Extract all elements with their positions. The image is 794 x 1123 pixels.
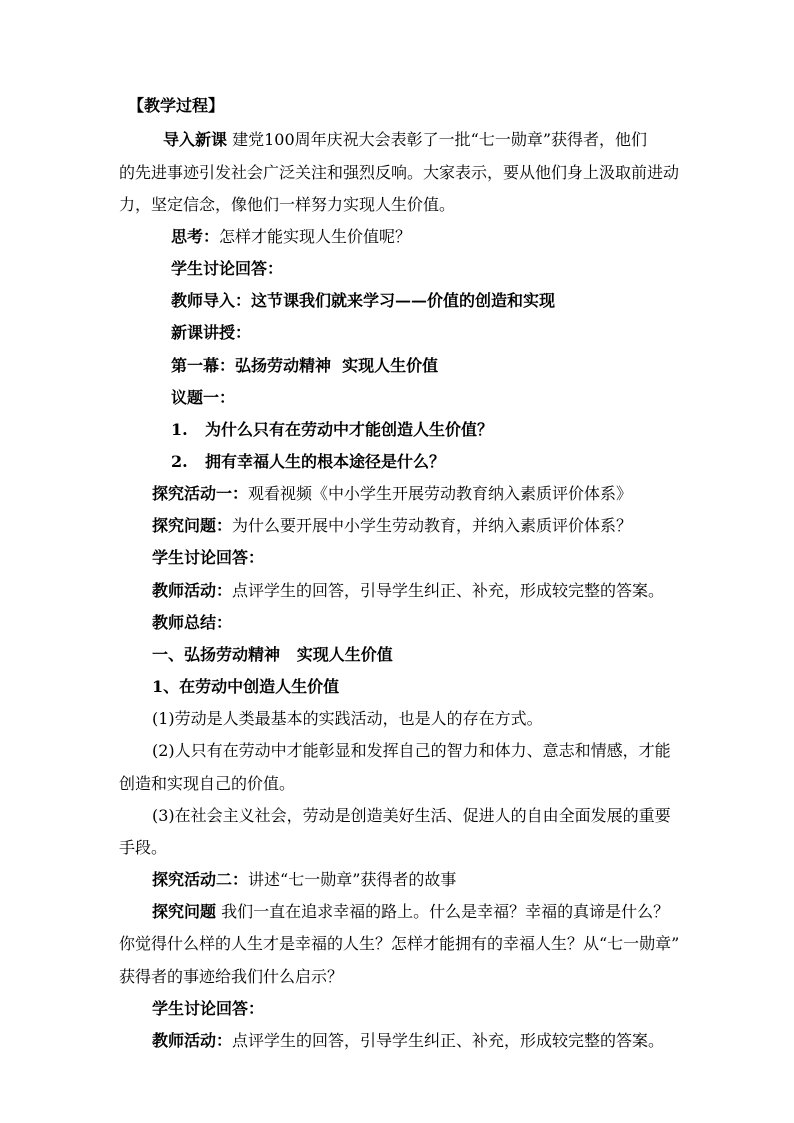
question-1-number: 1. (171, 420, 188, 439)
inquiry-question-1 (0, 516, 794, 536)
question-1-label: 探究问题： (152, 516, 233, 535)
teacher-activity-1 (0, 581, 794, 601)
point-3-line-1: (3)在社会主义社会，劳动是创造美好生活、促进人的自由全面发展的重要 (152, 806, 671, 825)
teacher-activity-2-label: 教师活动： (152, 1031, 233, 1050)
inquiry-1-text: 观看视频《中小学生开展劳动教育纳入素质评价体系》 (248, 484, 633, 503)
teacher-summary: 教师总结： (152, 613, 233, 632)
new-lesson: 新课讲授： (171, 323, 252, 342)
inquiry-question-2-line-2: 你觉得什么样的人生才是幸福的人生？怎样才能拥有的幸福人生？从“七一勋章” (119, 934, 680, 953)
think-line (0, 227, 794, 247)
think-text: 怎样才能实现人生价值呢？ (219, 227, 412, 246)
teacher-activity-1-text: 点评学生的回答，引导学生纠正、补充，形成较完整的答案。 (232, 581, 665, 600)
inquiry-2-label: 探究活动二： (152, 870, 249, 889)
intro-paragraph-line-1 (0, 130, 794, 150)
inquiry-question-2-line-3: 获得者的事迹给我们什么启示？ (119, 967, 344, 986)
inquiry-activity-1 (0, 484, 794, 504)
point-1: (1)劳动是人类最基本的实践活动，也是人的存在方式。 (152, 709, 543, 728)
heading-1-1: 1、在劳动中创造人生价值 (152, 677, 340, 696)
inquiry-question-2-line-1 (0, 902, 794, 922)
student-answer-3: 学生讨论回答： (152, 999, 265, 1018)
heading-1: 一、弘扬劳动精神 实现人生价值 (152, 645, 393, 664)
act-1-heading: 第一幕：弘扬劳动精神 实现人生价值 (171, 356, 439, 375)
point-2-line-2: 创造和实现自己的价值。 (119, 774, 296, 793)
inquiry-2-text: 讲述“七一勋章”获得者的故事 (248, 870, 457, 889)
student-answer-2: 学生讨论回答： (152, 548, 265, 567)
question-2-text: 拥有幸福人生的根本途径是什么？ (205, 452, 446, 471)
point-3-line-2: 手段。 (119, 838, 168, 857)
point-2-line-1: (2)人只有在劳动中才能彰显和发挥自己的智力和体力、意志和情感，才能 (152, 741, 671, 760)
question-2-number: 2. (171, 452, 188, 471)
student-answer-1: 学生讨论回答： (171, 259, 284, 278)
intro-text-1: 建党100周年庆祝大会表彰了一批“七一勋章”获得者，他们 (232, 130, 648, 149)
teacher-intro: 教师导入：这节课我们就来学习——价值的创造和实现 (171, 291, 556, 310)
topic-1: 议题一： (171, 388, 236, 407)
inquiry-1-label: 探究活动一： (152, 484, 249, 503)
question-2-label: 探究问题 (152, 902, 217, 921)
teacher-activity-2 (0, 1031, 794, 1051)
teacher-activity-1-label: 教师活动： (152, 581, 233, 600)
intro-label: 导入新课 (163, 130, 228, 149)
question-2-body-1: 我们一直在追求幸福的路上。什么是幸福？幸福的真谛是什么？ (221, 902, 670, 921)
intro-paragraph-line-2: 的先进事迹引发社会广泛关注和强烈反响。大家表示，要从他们身上汲取前进动 (119, 163, 680, 182)
teacher-activity-2-text: 点评学生的回答，引导学生纠正、补充，形成较完整的答案。 (232, 1031, 665, 1050)
inquiry-activity-2 (0, 870, 794, 890)
section-title: 【教学过程】 (128, 96, 225, 115)
question-1-body: 为什么要开展中小学生劳动教育，并纳入素质评价体系？ (232, 516, 633, 535)
intro-paragraph-line-3: 力，坚定信念，像他们一样努力实现人生价值。 (119, 195, 456, 214)
think-label: 思考： (171, 227, 220, 246)
question-1-text: 为什么只有在劳动中才能创造人生价值？ (205, 420, 494, 439)
